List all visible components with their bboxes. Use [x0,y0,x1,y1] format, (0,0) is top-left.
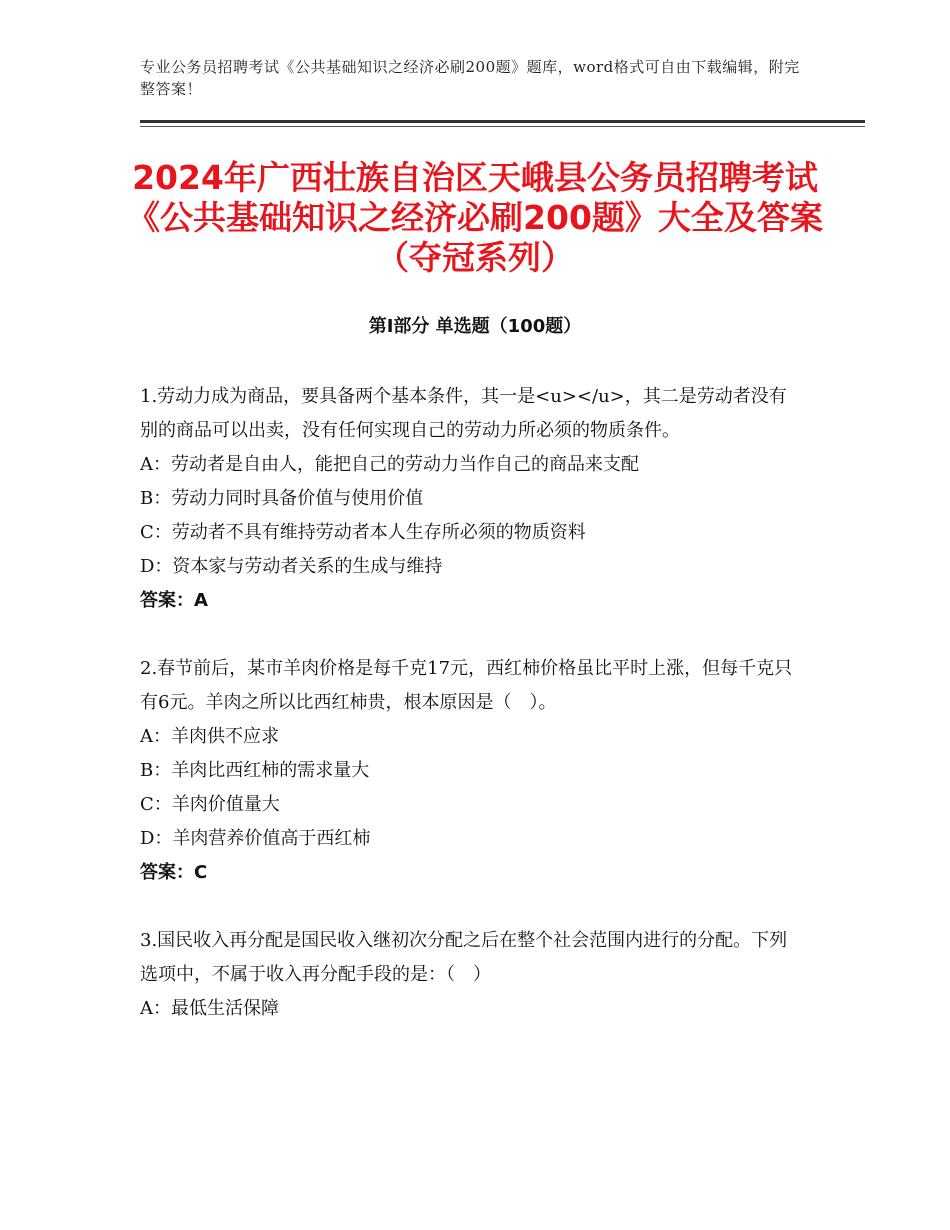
question-stem: 2.春节前后，某市羊肉价格是每千克17元，西红柿价格虽比平时上涨，但每千克只有6元。羊肉之所以比西红柿贵，根本原因是（ ）。 [140,658,793,713]
question-item [140,924,800,1026]
question-option: D：资本家与劳动者关系的生成与维持 [140,556,443,577]
question-option: A：劳动者是自由人，能把自己的劳动力当作自己的商品来支配 [140,454,639,475]
question-option: C：劳动者不具有维持劳动者本人生存所必须的物质资料 [140,522,586,543]
question-list [140,380,800,1060]
question-option: C：羊肉价值量大 [140,794,280,815]
header-rule-thick [140,120,865,123]
question-stem: 1.劳动力成为商品，要具备两个基本条件，其一是<u></u>，其二是劳动者没有别的商品可以出卖，没有任何实现自己的劳动力所必须的物质条件。 [140,386,787,441]
question-option: B：劳动力同时具备价值与使用价值 [140,488,424,509]
section-title: 第Ⅰ部分 单选题（100题） [368,316,582,337]
question-answer: 答案：C [140,862,208,883]
question-option: B：羊肉比西红柿的需求量大 [140,760,370,781]
question-item [140,380,800,618]
header-note: 专业公务员招聘考试《公共基础知识之经济必刷200题》题库，word格式可自由下载编辑，附完整答案！ [140,58,800,98]
question-option: D：羊肉营养价值高于西红柿 [140,828,371,849]
header-rule-thin [140,126,865,127]
question-stem: 3.国民收入再分配是国民收入继初次分配之后在整个社会范围内进行的分配。下列选项中，不属于收入再分配手段的是：（ ） [140,930,788,985]
question-option: A：最低生活保障 [140,998,279,1019]
question-item [140,652,800,890]
question-option: A：羊肉供不应求 [140,726,279,747]
question-answer: 答案：A [140,590,208,611]
document-title: 2024年广西壮族自治区天峨县公务员招聘考试《公共基础知识之经济必刷200题》大全及答案（夺冠系列） [127,158,823,277]
